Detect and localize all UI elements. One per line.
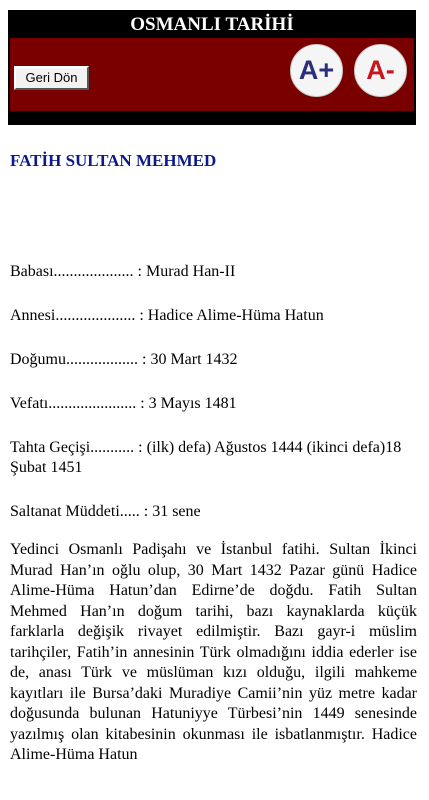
fact-reign-length: Saltanat Müddeti..... : 31 sene: [10, 503, 201, 520]
article-content: [10, 150, 417, 766]
font-decrease-icon: A-: [366, 55, 395, 85]
control-band: [10, 38, 414, 111]
app-title: OSMANLI TARİHİ: [130, 14, 294, 35]
fact-accession: Tahta Geçişi........... : (ilk) defa) Ağustos 1444 (ikinci defa)18 Şubat 1451: [10, 439, 402, 476]
font-increase-button[interactable]: [290, 44, 343, 97]
back-button[interactable]: Geri Dön: [14, 66, 89, 90]
page-title: FATİH SULTAN MEHMED: [10, 151, 217, 170]
fact-birth: Doğumu.................. : 30 Mart 1432: [10, 351, 238, 368]
app-header: [8, 10, 416, 125]
fact-death: Vefatı...................... : 3 Mayıs 1481: [10, 395, 237, 412]
fact-father: Babası.................... : Murad Han-II: [10, 263, 236, 280]
font-increase-icon: A+: [298, 55, 335, 85]
font-decrease-button[interactable]: [354, 44, 407, 97]
biography-text: Yedinci Osmanlı Padişahı ve İstanbul fatihi. Sultan İkinci Murad Han’ın oğlu olup, 30 Mart 1432 Pazar günü Hadice Alime-Hüma Hatun’dan Edirne’de doğdu. Fatih Sultan Mehmed Han’ın doğum tarihi, bazı kaynaklarda küçük farklarla değişik rivayet edilmiştir. Bazı gayr-i müslim tarihçiler, Fatih’in annesinin Türk olmadığını iddia ederler ise de, anası Türk ve müslüman kızı olduğu, ilgili mahkeme kayıtları ile Bursa’daki Muradiye Camii’nin yüz metre kadar doğusunda bulunan Hatuniyye Türbesi’nin 1449 senesinde yazılmış olan kitabesinin okunması ile isbatlanmıştır. Hadice Alime-Hüma Hatun: [10, 541, 417, 763]
fact-mother: Annesi.................... : Hadice Alime-Hüma Hatun: [10, 307, 324, 324]
